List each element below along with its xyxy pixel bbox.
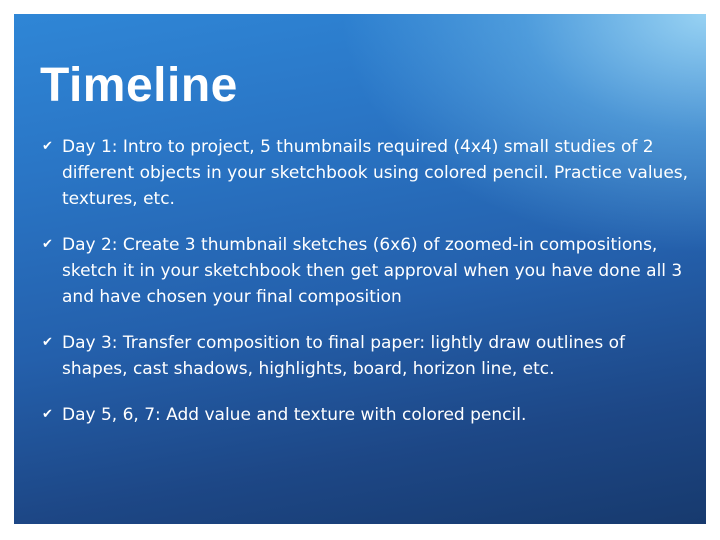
slide-title: Timeline — [40, 59, 238, 112]
check-icon: ✔ — [42, 237, 53, 252]
bullet-item-day-5-6-7 — [40, 402, 690, 428]
bullet-list — [40, 134, 690, 448]
slide — [14, 14, 706, 524]
bullet-text: Day 5, 6, 7: Add value and texture with colored pencil. — [62, 405, 527, 425]
bullet-text: Day 1: Intro to project, 5 thumbnails required (4x4) small studies of 2 different objects in your sketchbook using colored pencil. Practice values, textures, etc. — [62, 137, 689, 209]
bullet-text: Day 3: Transfer composition to final paper: lightly draw outlines of shapes, cast shadows, highlights, board, horizon line, etc. — [62, 333, 626, 379]
bullet-item-day-2 — [40, 232, 690, 310]
bullet-item-day-1 — [40, 134, 690, 212]
bullet-text: Day 2: Create 3 thumbnail sketches (6x6) of zoomed-in compositions, sketch it in your sketchbook then get approval when you have done all 3 and have chosen your final composition — [62, 235, 683, 307]
bullet-item-day-3 — [40, 330, 690, 382]
check-icon: ✔ — [42, 139, 53, 154]
check-icon: ✔ — [42, 335, 53, 350]
check-icon: ✔ — [42, 407, 53, 422]
